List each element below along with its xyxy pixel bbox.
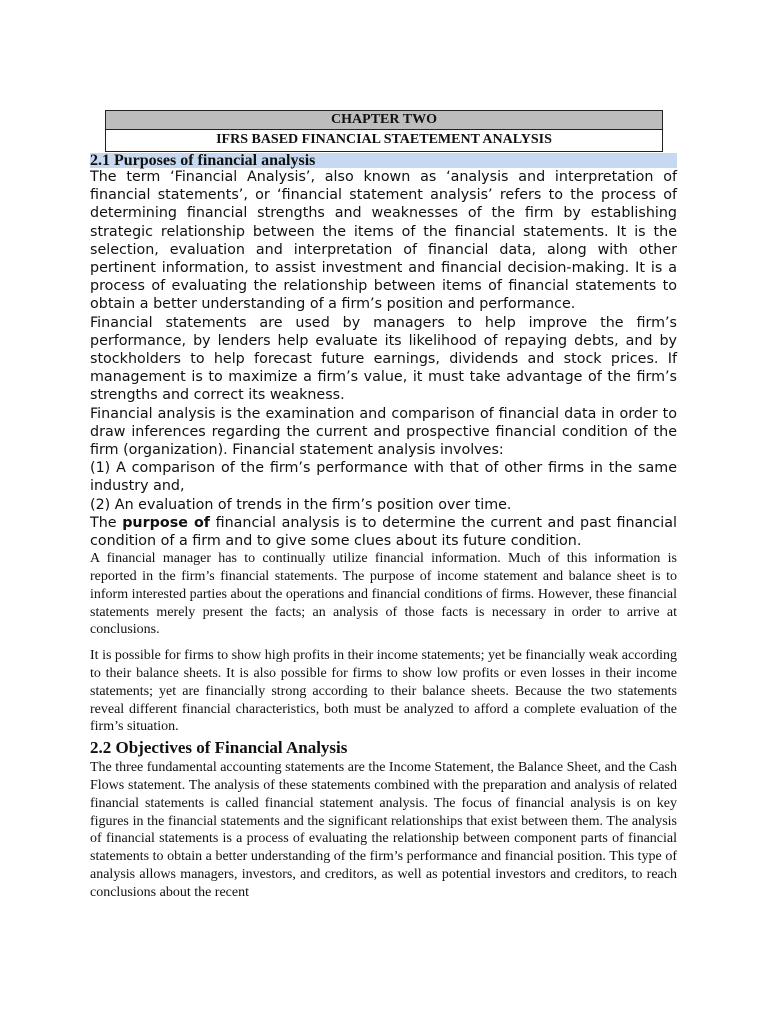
paragraph-financial-analysis-definition: The term ‘Financial Analysis’, also known as ‘analysis and interpretation of financial statements’, or ‘financial statement analysis’ refers to the process of determining financial strengths and weaknesses of the firm by establishing strategic relationship between the items of the financial statements. It is the selection, evaluation and interpretation of financial data, along with other pertinent information, to assist investment and financial decision-making. It is a process of evaluating the relationship between items of financial statements to obtain a better understanding of a firm’s position and performance.: [90, 169, 677, 313]
list-item-comparison: (1) A comparison of the firm’s performance with that of other firms in the same industry and,: [90, 460, 677, 495]
paragraph-users-of-statements: Financial statements are used by managers to help improve the firm’s performance, by lenders help evaluate its likelihood of repaying debts, and by stockholders to help forecast future earnings, dividends and stock prices. If management is to maximize a firm’s value, it must take advantage of the firm’s strengths and correct its weakness.: [90, 314, 677, 404]
purpose-lead-text: The: [90, 514, 123, 531]
purpose-rest-text: financial analysis is to determine the current and past financial condition of a firm and to give some clues about its future condition.: [90, 514, 677, 550]
section-heading-objectives: 2.2 Objectives of Financial Analysis: [90, 738, 348, 758]
paragraph-fundamental-statements: The three fundamental accounting statements are the Income Statement, the Balance Sheet, and the Cash Flows statement. The analysis of these statements combined with the preparation and analysis of related financial statements is called financial statement analysis. The focus of financial analysis is on key figures in the financial statements and the significant relationships that exist between them. The analysis of financial statements is a process of evaluating the relationship between component parts of financial statements to obtain a better understanding of the firm’s performance and financial position. This type of analysis allows managers, investors, and creditors, as well as potential investors and creditors, to reach conclusions about the recent: [90, 760, 678, 900]
purpose-bold-term: purpose of: [122, 514, 210, 531]
chapter-title-box: [105, 110, 663, 152]
paragraph-purpose: [90, 514, 677, 550]
paragraph-examination: Financial analysis is the examination and comparison of financial data in order to draw inferences regarding the current and prospective financial condition of the firm (organization). Financial statement analysis involves:: [90, 405, 677, 459]
document-page: [90, 110, 677, 902]
list-item-trend-evaluation: (2) An evaluation of trends in the firm’s position over time.: [90, 496, 512, 513]
paragraph-financial-manager: A financial manager has to continually utilize financial information. Much of this information is reported in the firm’s financial statements. The purpose of income statement and balance sheet is to inform interested parties about the operations and financial conditions of firms. However, these financial statements merely present the facts; an analysis of those facts is necessary in order to arrive at conclusions.: [90, 551, 677, 638]
chapter-number: CHAPTER TWO: [106, 111, 662, 130]
section-heading-purposes: 2.1 Purposes of financial analysis: [90, 153, 677, 168]
chapter-title: IFRS BASED FINANCIAL STAETEMENT ANALYSIS: [106, 130, 662, 151]
paragraph-spacer: [90, 639, 677, 647]
paragraph-profits-vs-strength: It is possible for firms to show high profits in their income statements; yet be financially weak according to their balance sheets. It is also possible for firms to show low profits or even losses in their income statements; yet are financially strong according to their balance sheets. Because the two statements reveal different financial characteristics, both must be analyzed to afford a complete evaluation of the firm’s situation.: [90, 648, 677, 735]
